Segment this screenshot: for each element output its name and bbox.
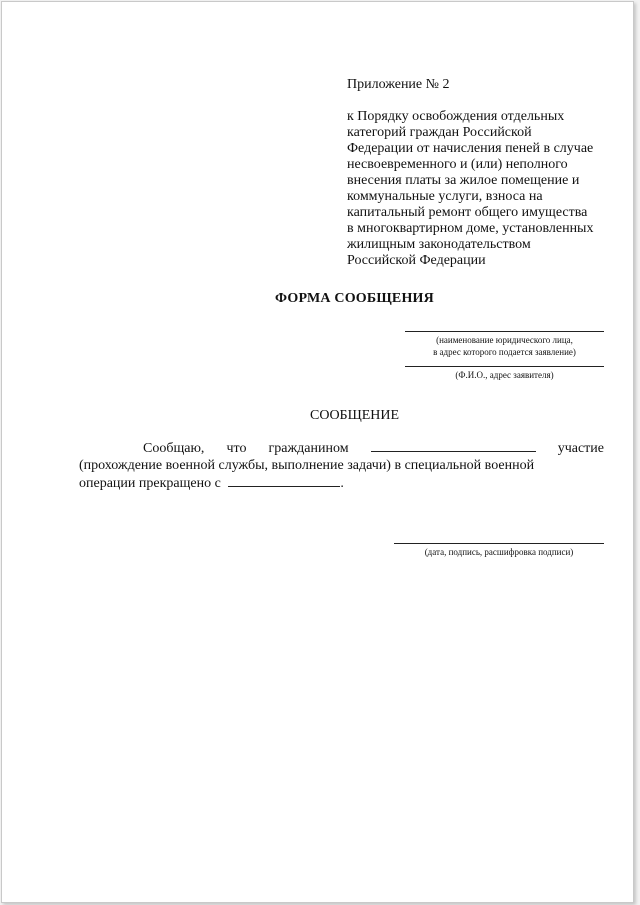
- body-line-3-prefix: операции прекращено с: [79, 476, 221, 491]
- appendix-line: внесения платы за жилое помещение и: [347, 173, 580, 188]
- appendix-line: Федерации от начисления пеней в случае: [347, 141, 594, 156]
- body-word: участие: [557, 441, 604, 456]
- recipient-line[interactable]: [405, 331, 604, 332]
- body-line-2: (прохождение военной службы, выполнение задачи) в специальной военной: [79, 458, 535, 473]
- body-line-1: [79, 439, 604, 457]
- document-page: [1, 1, 634, 903]
- applicant-line[interactable]: [405, 366, 604, 367]
- appendix-line: в многоквартирном доме, установленных: [347, 221, 594, 236]
- date-blank[interactable]: [228, 474, 340, 487]
- appendix-block: [347, 77, 609, 269]
- appendix-line: коммунальные услуги, взноса на: [347, 189, 543, 204]
- recipient-caption-line-2: в адрес которого подается заявление): [433, 347, 576, 357]
- signature-caption: (дата, подпись, расшифровка подписи): [424, 547, 574, 557]
- citizen-name-blank[interactable]: [371, 439, 536, 452]
- appendix-line: к Порядку освобождения отдельных: [347, 109, 565, 124]
- recipient-caption-line-1: (наименование юридического лица,: [436, 335, 573, 345]
- applicant-caption: (Ф.И.О., адрес заявителя): [455, 370, 554, 380]
- appendix-number: Приложение № 2: [347, 77, 450, 92]
- appendix-line: категорий граждан Российской: [347, 125, 532, 140]
- body-word: что: [226, 441, 247, 456]
- form-title: ФОРМА СООБЩЕНИЯ: [275, 291, 434, 306]
- body-word: гражданином: [268, 441, 349, 456]
- signature-line[interactable]: [394, 543, 604, 544]
- appendix-line: жилищным законодательством: [347, 237, 531, 252]
- body-line-3: [79, 474, 604, 492]
- appendix-line: несвоевременного и (или) неполного: [347, 157, 568, 172]
- message-title: СООБЩЕНИЕ: [310, 408, 400, 423]
- body-line-3-suffix: .: [340, 476, 344, 491]
- recipient-caption: [397, 334, 612, 358]
- message-body: [79, 439, 604, 492]
- appendix-line: капитальный ремонт общего имущества: [347, 205, 588, 220]
- body-word: Сообщаю,: [143, 441, 205, 456]
- appendix-line: Российской Федерации: [347, 253, 486, 268]
